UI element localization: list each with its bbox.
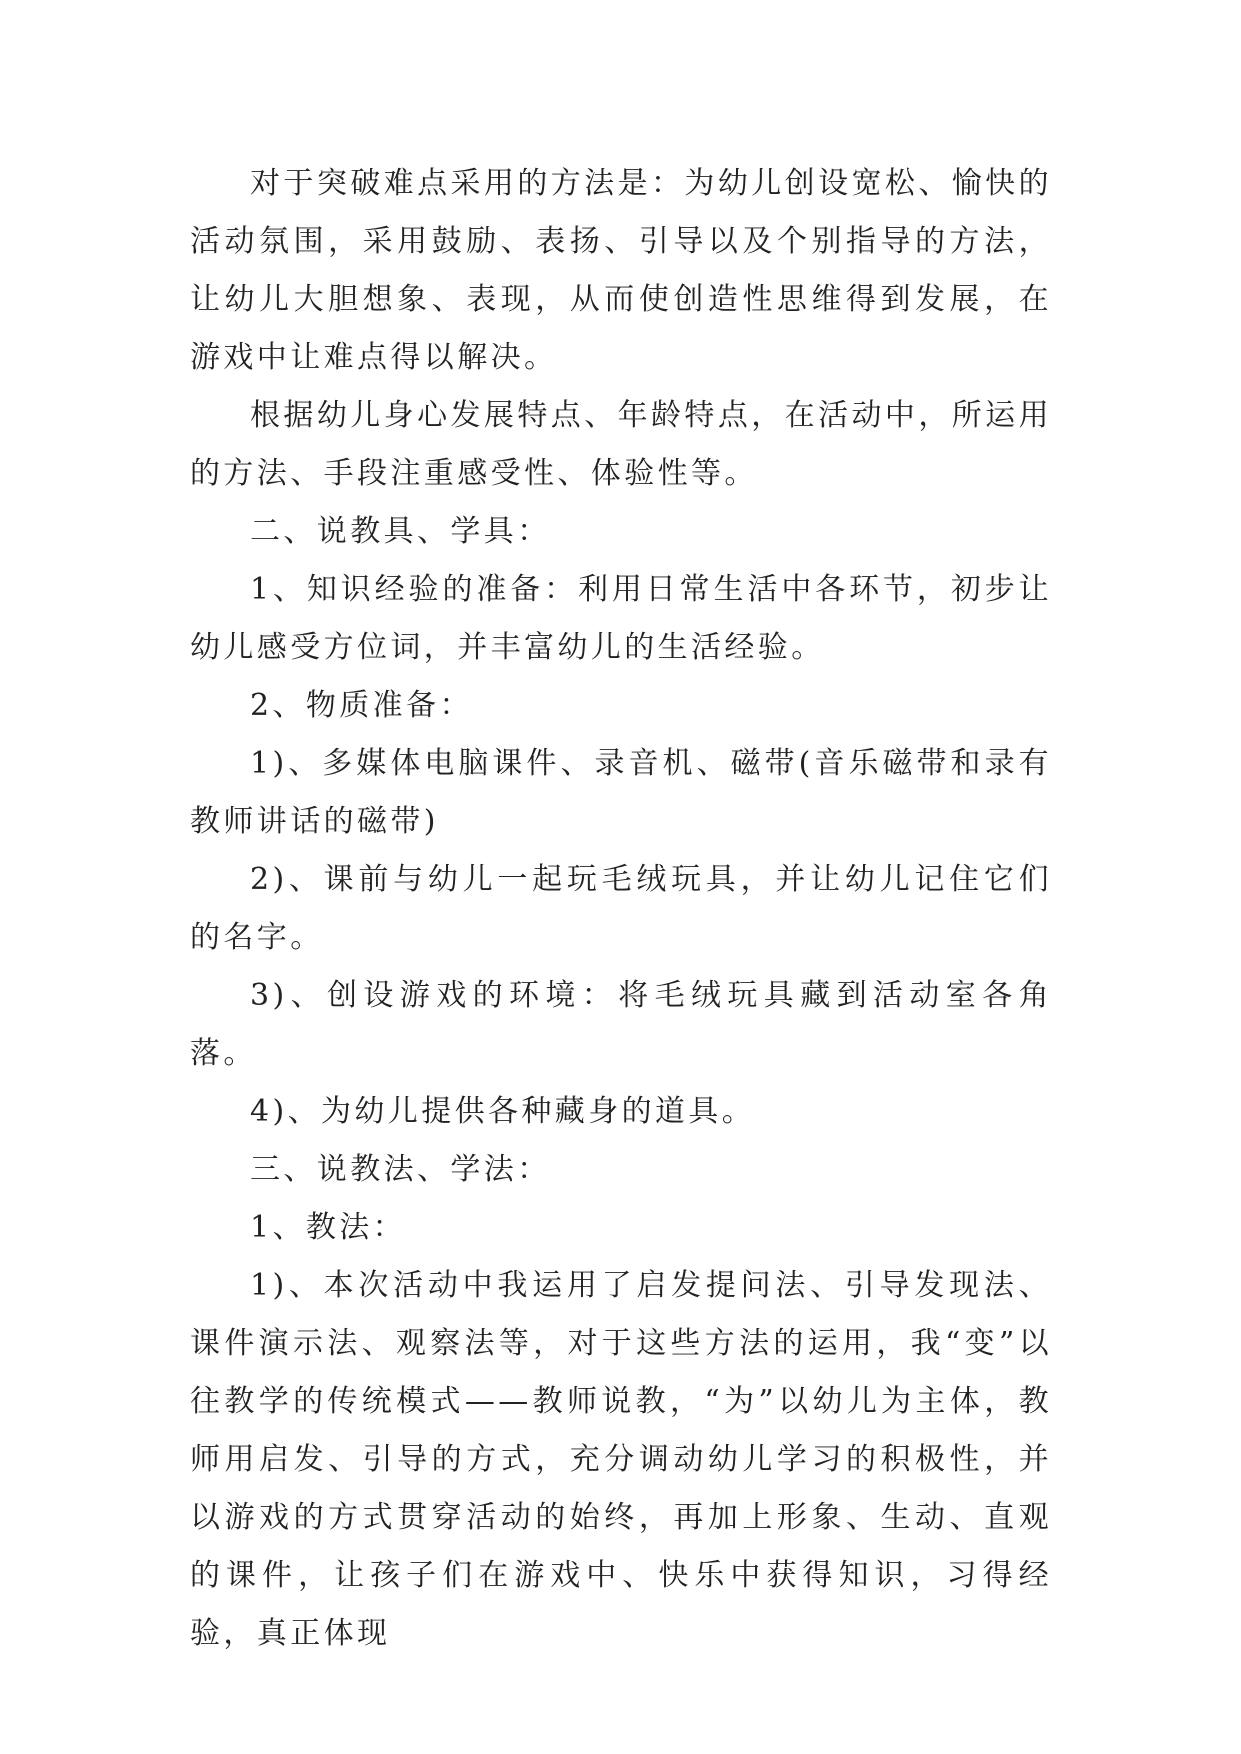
- paragraph: 1、知识经验的准备：利用日常生活中各环节，初步让幼儿感受方位词，并丰富幼儿的生活经验。: [190, 572, 1052, 665]
- list-item: 1)、本次活动中我运用了启发提问法、引导发现法、课件演示法、观察法等，对于这些方法的运用，我“变”以往教学的传统模式——教师说教，“为”以幼儿为主体，教师用启发、引导的方式，充分调动幼儿学习的积极性，并以游戏的方式贯穿活动的始终，再加上形象、生动、直观的课件，让孩子们在游戏中、快乐中获得知识，习得经验，真正体现: [190, 1268, 1052, 1651]
- list-item: 1)、多媒体电脑课件、录音机、磁带(音乐磁带和录有教师讲话的磁带): [190, 746, 1052, 839]
- document-body: [190, 155, 1052, 1663]
- paragraph: 对于突破难点采用的方法是：为幼儿创设宽松、愉快的活动氛围，采用鼓励、表扬、引导以及个别指导的方法，让幼儿大胆想象、表现，从而使创造性思维得到发展，在游戏中让难点得以解决。: [190, 166, 1052, 375]
- section-heading: 三、说教法、学法：: [250, 1152, 551, 1187]
- section-heading: 二、说教具、学具：: [250, 514, 551, 549]
- list-item: 2)、课前与幼儿一起玩毛绒玩具，并让幼儿记住它们的名字。: [190, 862, 1052, 955]
- list-item: 4)、为幼儿提供各种藏身的道具。: [250, 1094, 756, 1129]
- list-item: 3)、创设游戏的环境：将毛绒玩具藏到活动室各角落。: [190, 978, 1052, 1071]
- subsection-heading: 2、物质准备：: [250, 688, 473, 723]
- subsection-heading: 1、教法：: [250, 1210, 407, 1245]
- paragraph: 根据幼儿身心发展特点、年龄特点，在活动中，所运用的方法、手段注重感受性、体验性等。: [190, 398, 1052, 491]
